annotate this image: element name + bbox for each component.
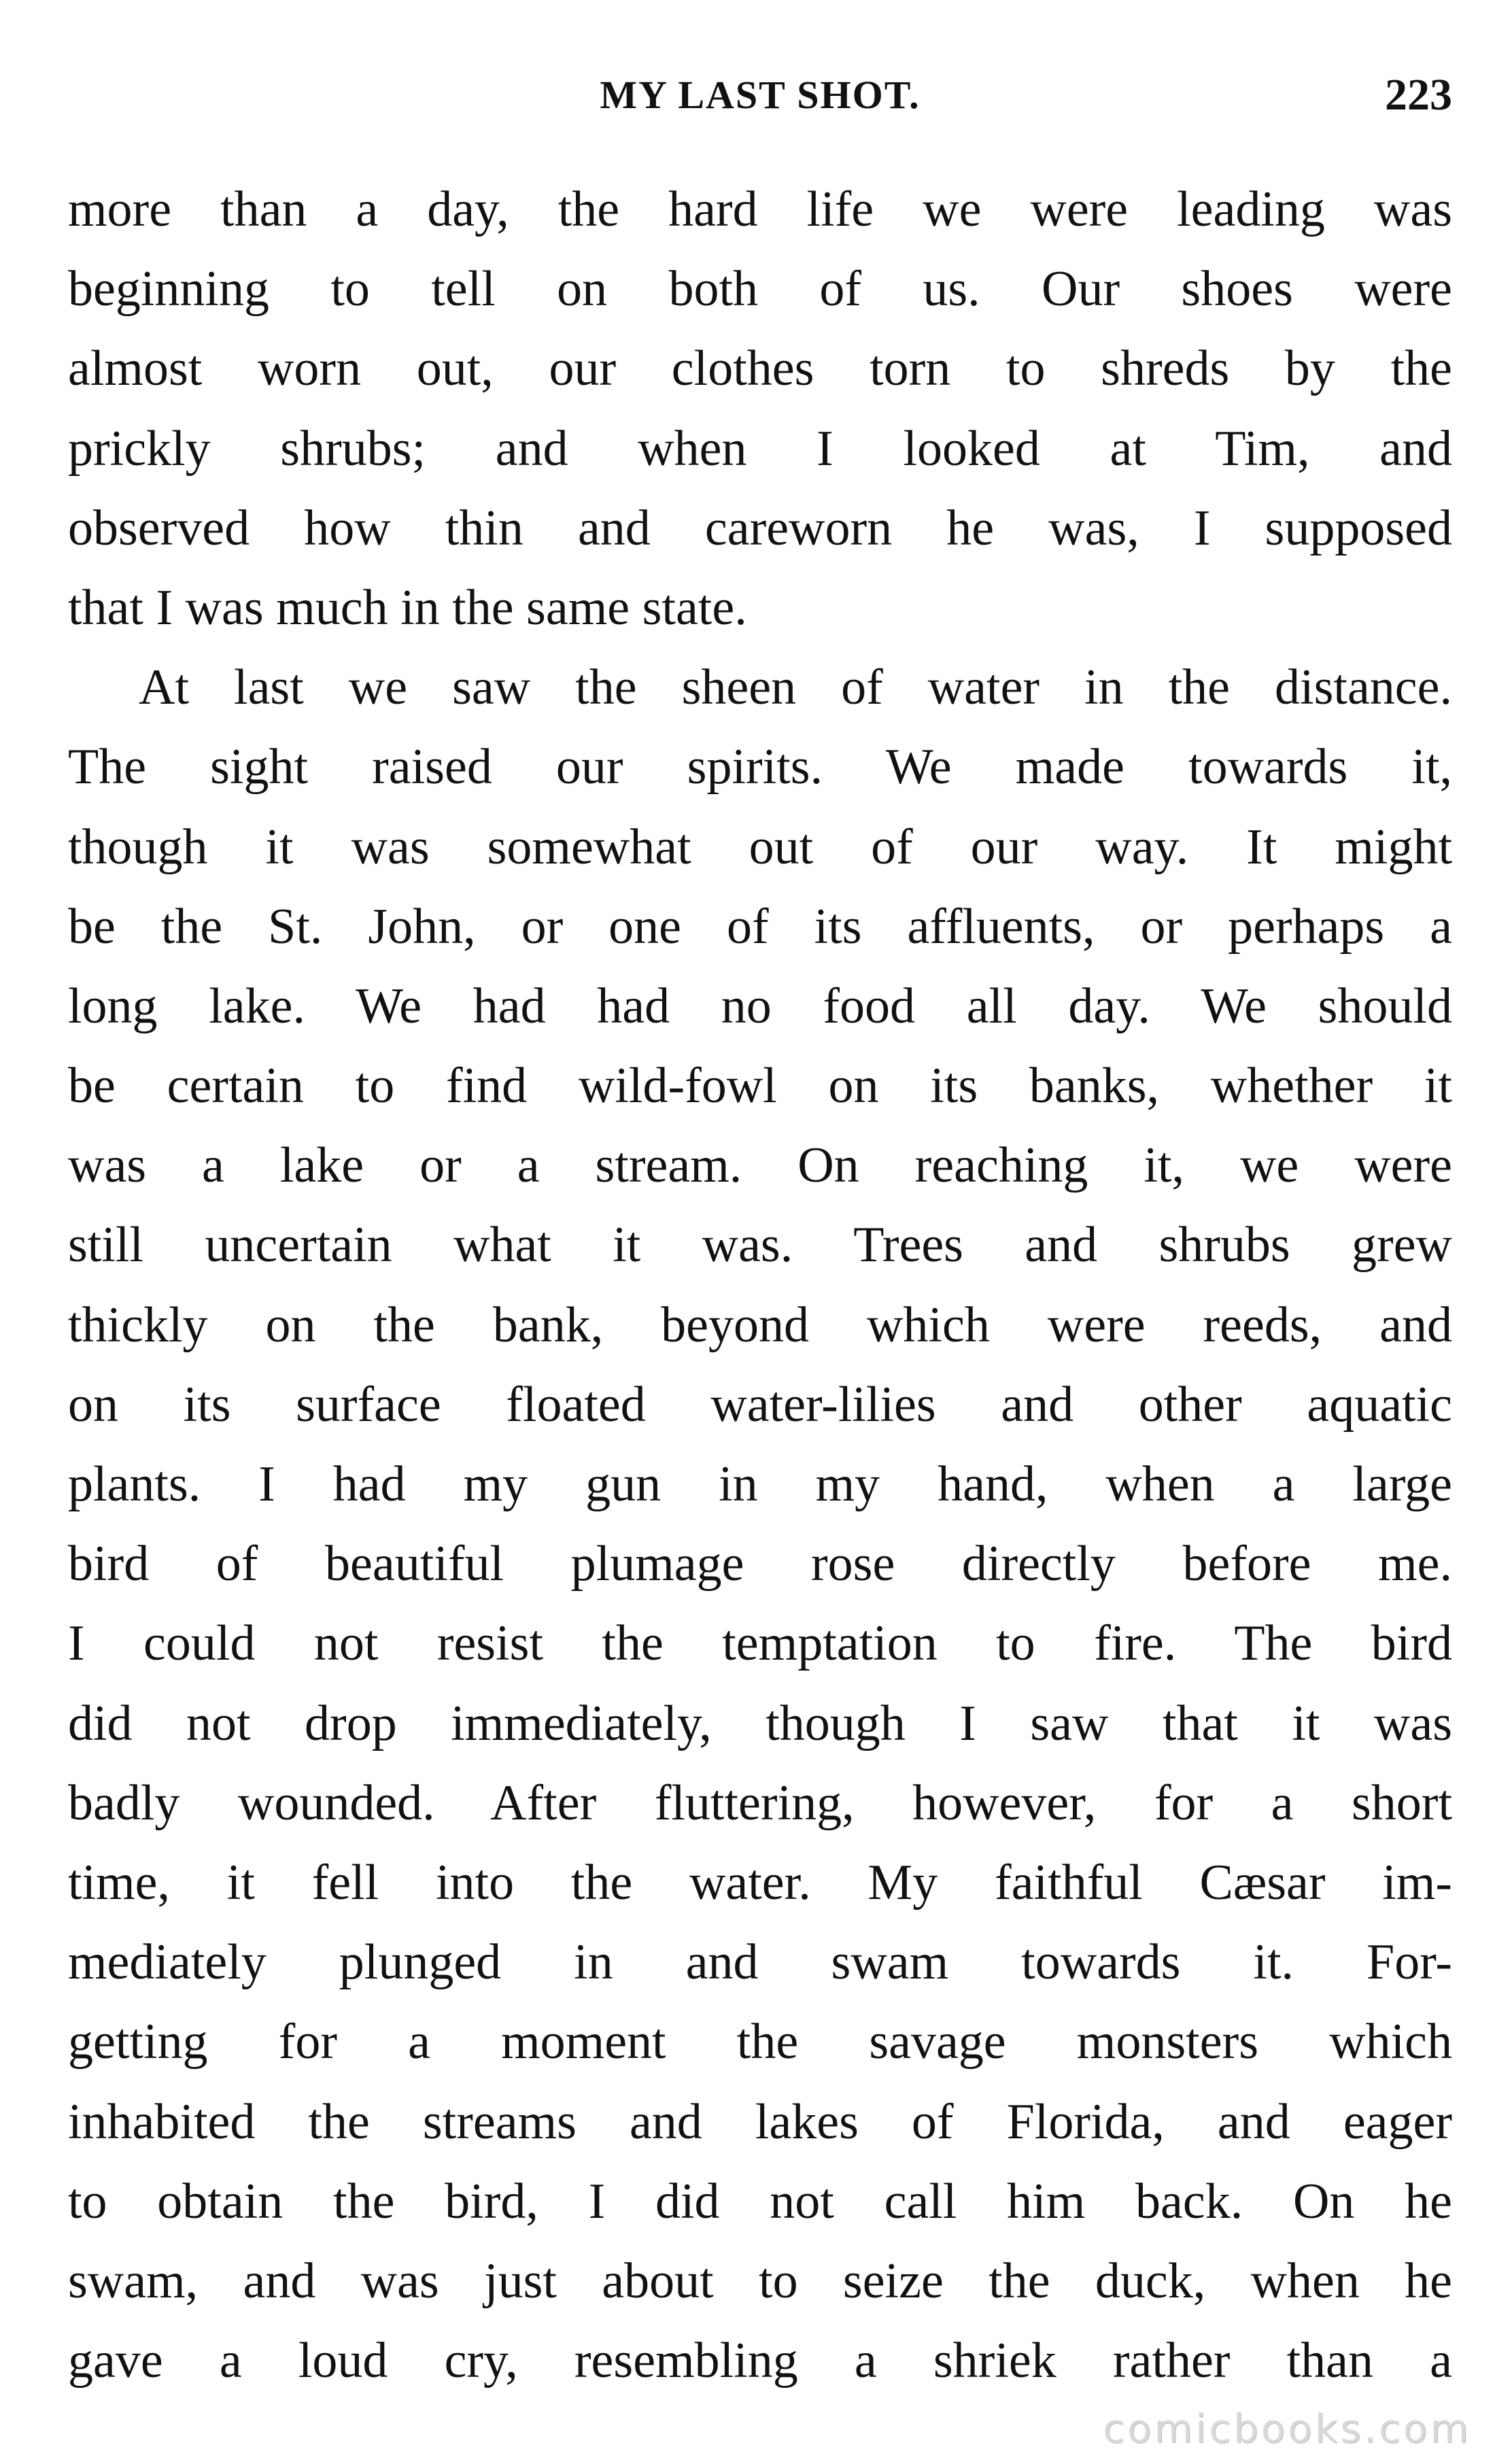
text-line: though it was somewhat out of our way. It might — [68, 819, 1452, 875]
text-line: beginning to tell on both of us. Our shoes were — [68, 261, 1452, 318]
text-line: was a lake or a stream. On reaching it, we were — [68, 1137, 1452, 1194]
text-line: swam, and was just about to seize the duck, when he — [68, 2253, 1452, 2309]
text-line: bird of beautiful plumage rose directly before me. — [68, 1536, 1452, 1592]
text-line: that I was much in the same state. — [68, 579, 747, 636]
text-line: be the St. John, or one of its affluents, or perhaps a — [68, 898, 1452, 955]
text-line: be certain to find wild-fowl on its banks, whether it — [68, 1058, 1452, 1114]
text-line: on its surface floated water-lilies and other aquatic — [68, 1376, 1452, 1433]
text-line: to obtain the bird, I did not call him back. On he — [68, 2173, 1452, 2229]
text-line: The sight raised our spirits. We made towards it, — [68, 739, 1452, 795]
text-line: prickly shrubs; and when I looked at Tim, and — [68, 420, 1452, 477]
text-line: I could not resist the temptation to fire. The bird — [68, 1615, 1452, 1672]
body-text — [68, 170, 1452, 2401]
watermark: comicbooks.com — [1103, 2406, 1471, 2452]
text-line: more than a day, the hard life we were leading was — [68, 182, 1452, 237]
page-number: 223 — [1385, 70, 1452, 120]
text-line: gave a loud cry, resembling a shriek rather than a — [68, 2333, 1452, 2389]
running-title: MY LAST SHOT. — [600, 73, 921, 117]
text-line: observed how thin and careworn he was, I supposed — [68, 500, 1452, 556]
text-line: thickly on the bank, beyond which were reeds, and — [68, 1297, 1452, 1353]
text-line: badly wounded. After fluttering, however, for a short — [68, 1775, 1452, 1831]
text-line: did not drop immediately, though I saw that it was — [68, 1695, 1452, 1751]
text-line: long lake. We had had no food all day. We should — [68, 978, 1452, 1034]
text-line: mediately plunged in and swam towards it. For- — [68, 1934, 1452, 1991]
text-line: plants. I had my gun in my hand, when a large — [68, 1456, 1452, 1512]
running-head — [68, 65, 1452, 126]
text-line: getting for a moment the savage monsters which — [68, 2014, 1452, 2070]
text-line: still uncertain what it was. Trees and shrubs grew — [68, 1217, 1452, 1273]
text-line: time, it fell into the water. My faithful Cæsar im- — [68, 1854, 1452, 1911]
text-line: almost worn out, our clothes torn to shreds by the — [68, 341, 1452, 397]
text-line: inhabited the streams and lakes of Florida, and eager — [68, 2093, 1452, 2150]
text-line: At last we saw the sheen of water in the distance. — [139, 660, 1452, 716]
